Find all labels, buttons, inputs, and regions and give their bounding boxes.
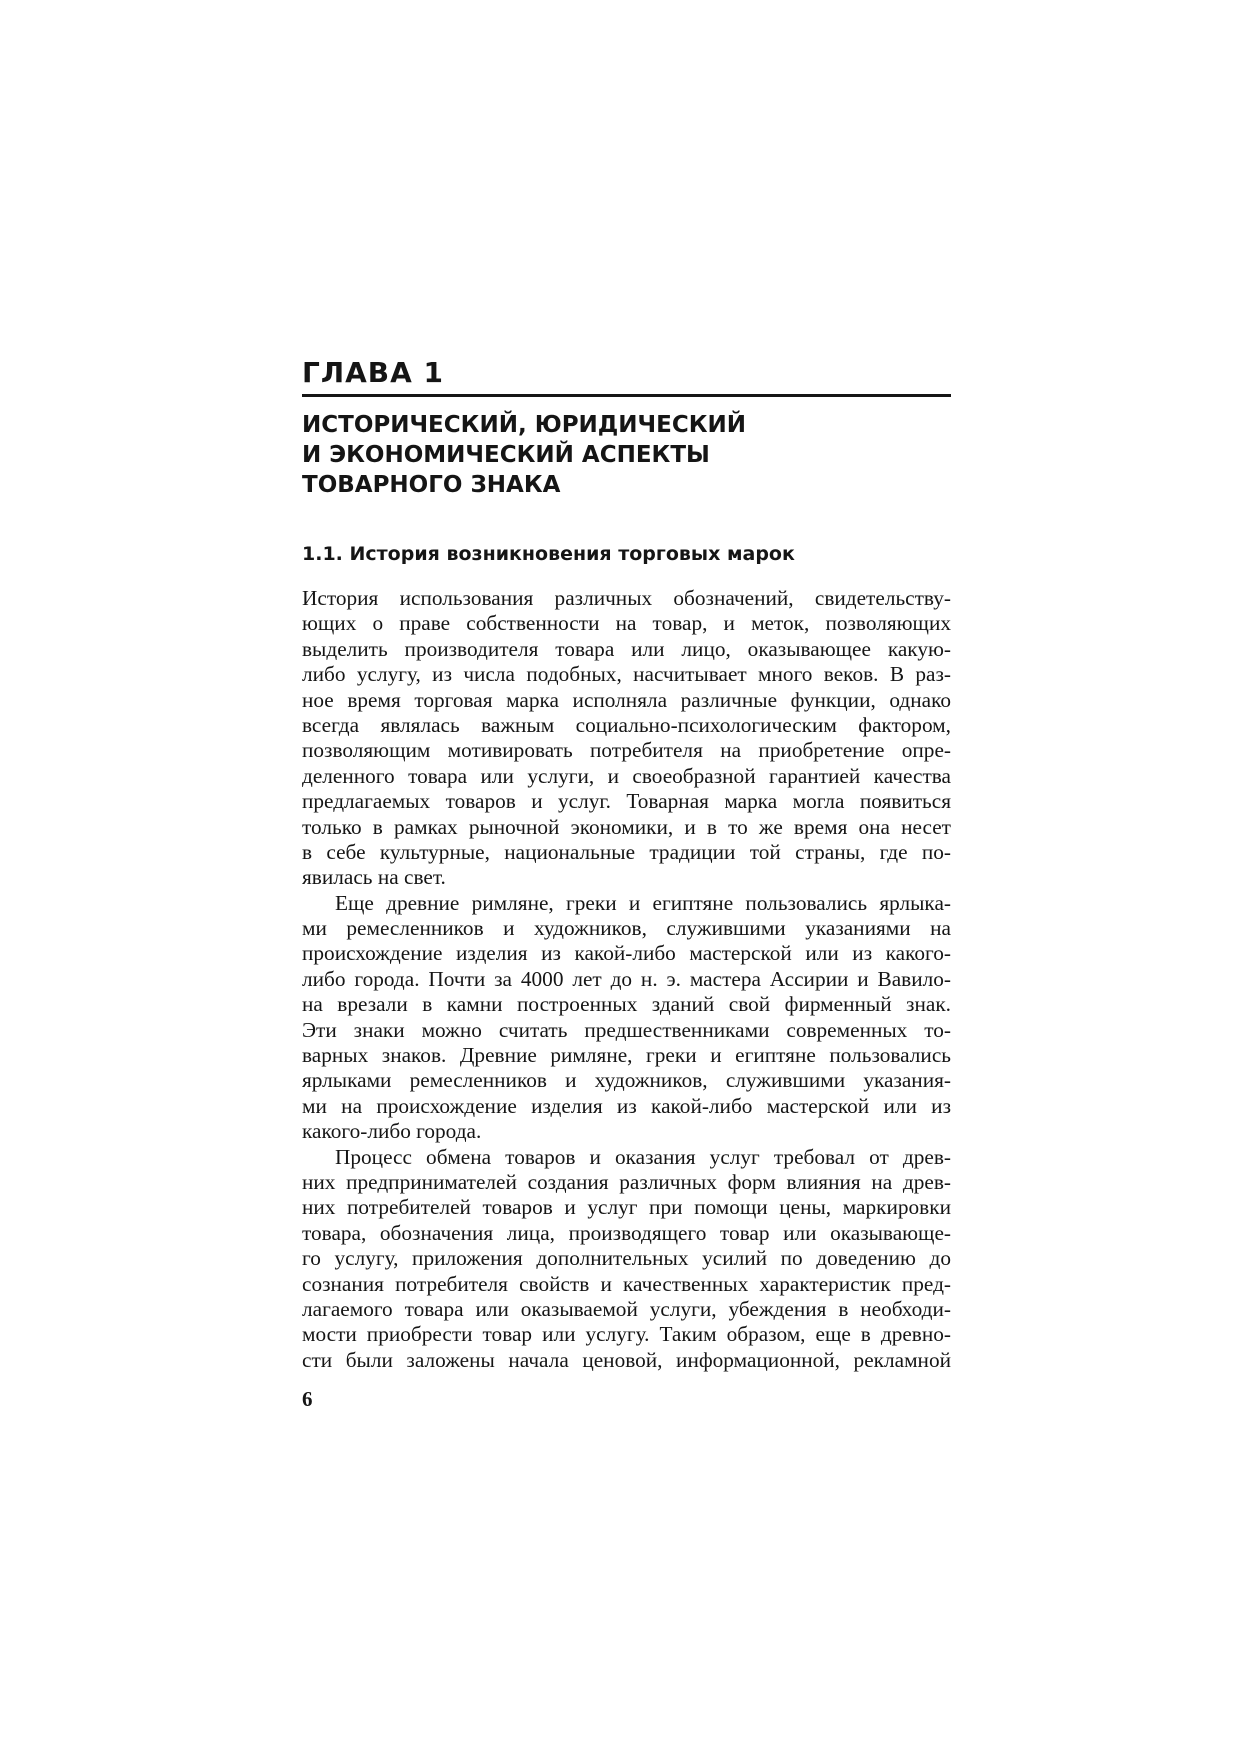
text-line: ми ремесленников и художников, служившими указаниями на <box>302 916 951 941</box>
paragraph <box>302 586 951 891</box>
text-line: них предпринимателей создания различных форм влияния на древ- <box>302 1169 951 1194</box>
paragraph <box>302 1145 951 1374</box>
text-line: мости приобрести товар или услугу. Таким образом, еще в древно- <box>302 1322 951 1347</box>
text-line: ярлыками ремесленников и художников, служившими указания- <box>302 1068 951 1093</box>
text-line: сознания потребителя свойств и качественных характеристик пред- <box>302 1271 951 1296</box>
section-heading: 1.1. История возникновения торговых марок <box>302 543 795 565</box>
text-line: либо города. Почти за 4000 лет до н. э. мастера Ассирии и Вавило- <box>302 966 951 991</box>
text-line: Процесс обмена товаров и оказания услуг требовал от древ- <box>335 1144 951 1169</box>
text-line: только в рамках рыночной экономики, и в то же время она несет <box>302 814 951 839</box>
chapter-title <box>302 410 951 500</box>
chapter-title-line: ТОВАРНОГО ЗНАКА <box>302 472 561 498</box>
text-line: деленного товара или услуги, и своеобразной гарантией качества <box>302 763 951 788</box>
text-line: Эти знаки можно считать предшественниками современных то- <box>302 1017 951 1042</box>
text-line: сти были заложены начала ценовой, информационной, рекламной <box>302 1347 951 1372</box>
text-line: История использования различных обозначений, свидетельству- <box>302 586 951 610</box>
text-line: всегда являлась важным социально-психологическим фактором, <box>302 712 951 737</box>
text-line: какого-либо города. <box>302 1119 482 1144</box>
text-line: предлагаемых товаров и услуг. Товарная марка могла появиться <box>302 789 951 814</box>
body-text <box>302 586 951 1373</box>
paragraph <box>302 891 951 1145</box>
text-line: явилась на свет. <box>302 865 446 890</box>
text-line: позволяющим мотивировать потребителя на приобретение опре- <box>302 738 951 763</box>
text-line: ющих о праве собственности на товар, и меток, позволяющих <box>302 611 951 636</box>
text-line: го услугу, приложения дополнительных усилий по доведению до <box>302 1246 951 1271</box>
text-line: варных знаков. Древние римляне, греки и египтяне пользовались <box>302 1043 951 1068</box>
chapter-title-line: ИСТОРИЧЕСКИЙ, ЮРИДИЧЕСКИЙ <box>302 412 747 438</box>
text-line: ное время торговая марка исполняла различные функции, однако <box>302 687 951 712</box>
text-line: Еще древние римляне, греки и египтяне пользовались ярлыка- <box>335 890 951 915</box>
text-line: ми на происхождение изделия из какой-либо мастерской или из <box>302 1093 951 1118</box>
text-line: происхождение изделия из какой-либо мастерской или из какого- <box>302 941 951 966</box>
text-line: на врезали в камни построенных зданий свой фирменный знак. <box>302 992 951 1017</box>
text-line: лагаемого товара или оказываемой услуги, убеждения в необходи- <box>302 1296 951 1321</box>
text-line: либо услугу, из числа подобных, насчитывает много веков. В раз- <box>302 662 951 687</box>
page-number: 6 <box>302 1387 313 1411</box>
chapter-title-line: И ЭКОНОМИЧЕСКИЙ АСПЕКТЫ <box>302 442 710 468</box>
chapter-label: ГЛАВА 1 <box>302 356 445 389</box>
chapter-divider <box>302 394 951 397</box>
text-line: товара, обозначения лица, производящего товар или оказывающе- <box>302 1220 951 1245</box>
text-line: выделить производителя товара или лицо, оказывающее какую- <box>302 636 951 661</box>
text-line: них потребителей товаров и услуг при помощи цены, маркировки <box>302 1195 951 1220</box>
text-line: в себе культурные, национальные традиции той страны, где по- <box>302 839 951 864</box>
